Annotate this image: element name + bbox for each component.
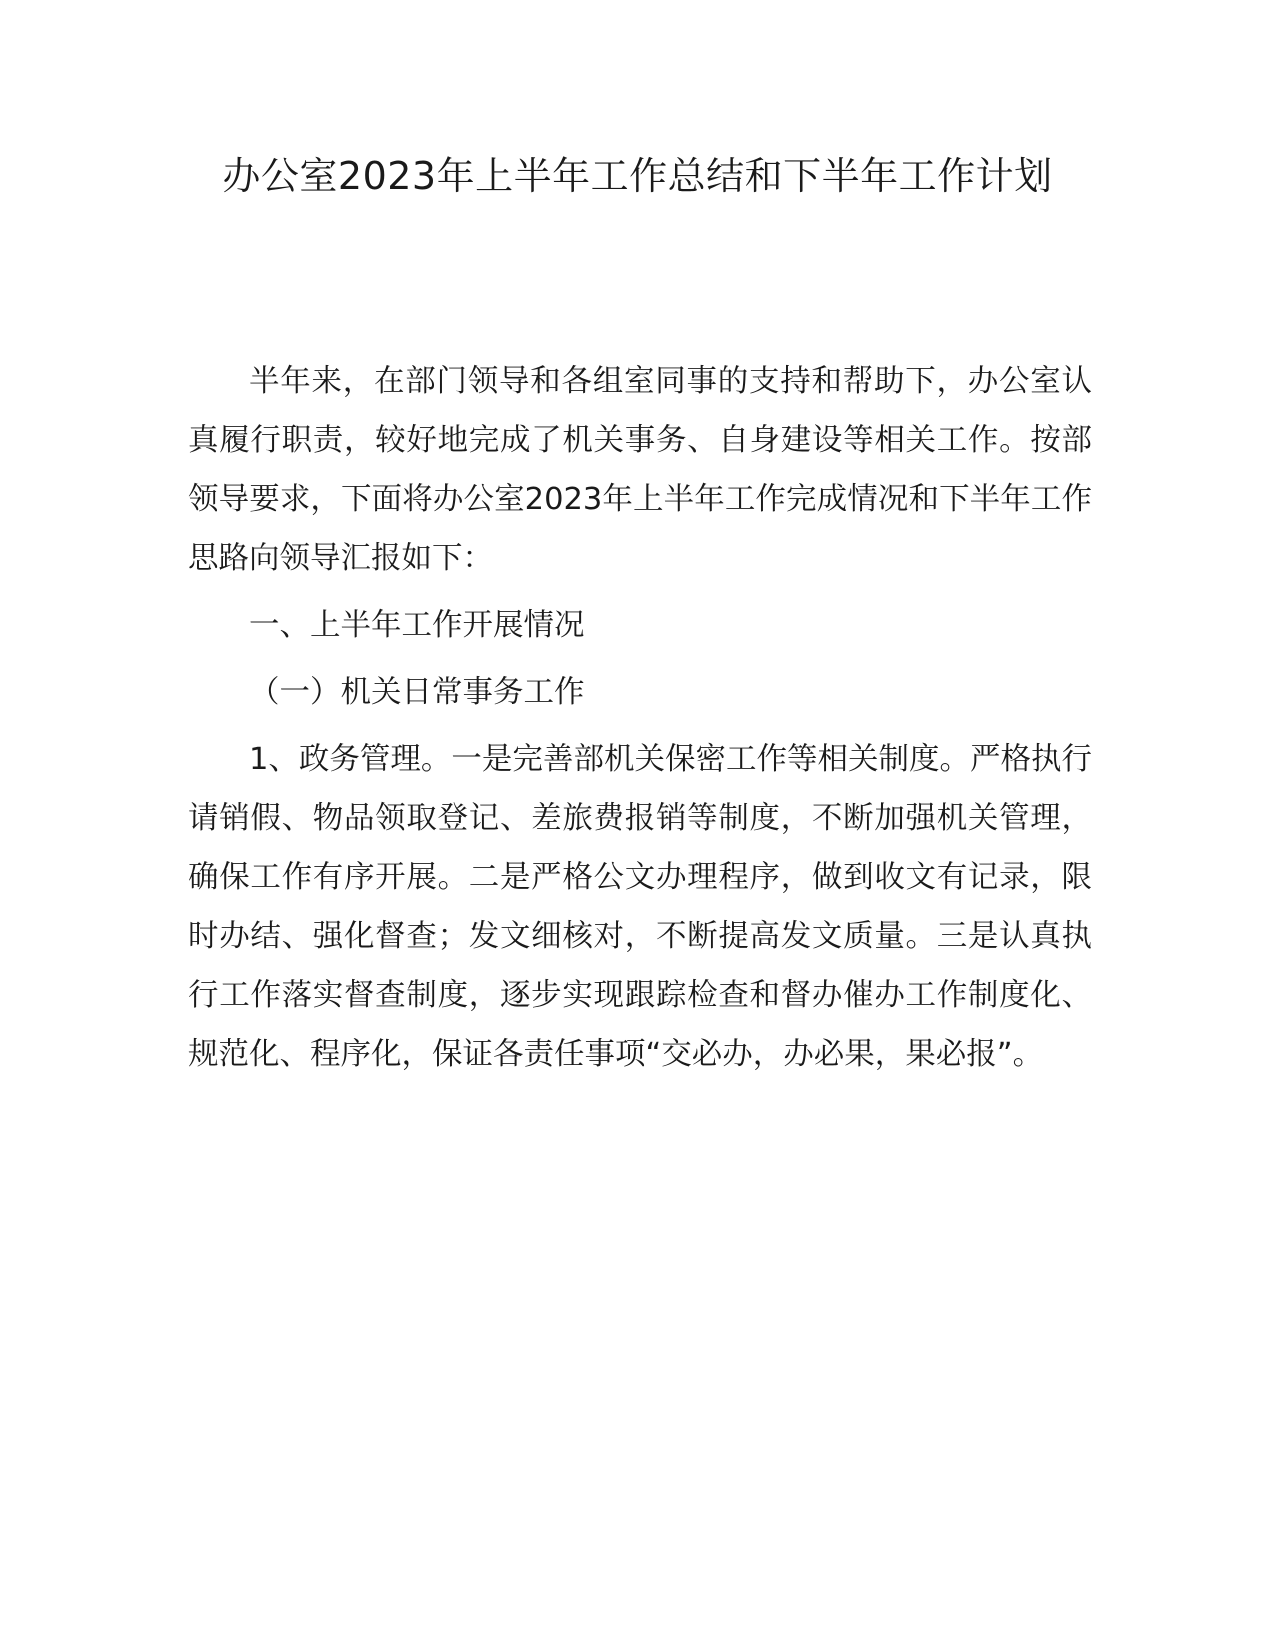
subsection-heading: （一）机关日常事务工作 <box>249 675 585 710</box>
intro-paragraph: 半年来，在部门领导和各组室同事的支持和帮助下，办公室认真履行职责，较好地完成了机关事务、自身建设等相关工作。按部领导要求，下面将办公室2023年上半年工作完成情况和下半年工作思路向领导汇报如下： <box>188 364 1092 576</box>
item-paragraph: 1、政务管理。一是完善部机关保密工作等相关制度。严格执行请销假、物品领取登记、差旅费报销等制度，不断加强机关管理，确保工作有序开展。二是严格公文办理程序，做到收文有记录，限时办结、强化督查；发文细核对，不断提高发文质量。三是认真执行工作落实督查制度，逐步实现跟踪检查和督办催办工作制度化、规范化、程序化，保证各责任事项“交必办，办必果，果必报”。 <box>188 742 1092 1072</box>
section-heading: 一、上半年工作开展情况 <box>249 608 585 643</box>
document-title: 办公室2023年上半年工作总结和下半年工作计划 <box>222 154 1053 198</box>
document-body <box>188 352 1092 1092</box>
